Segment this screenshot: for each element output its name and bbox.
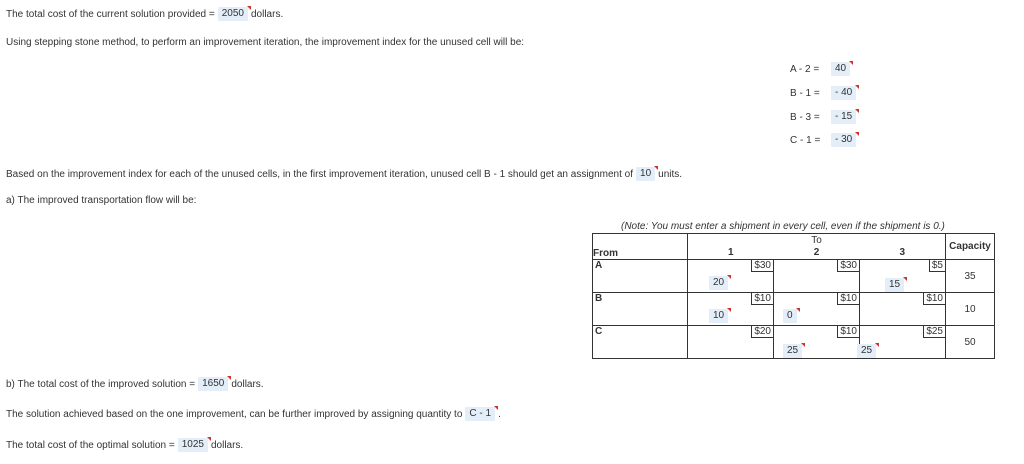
cell-cost: $10	[751, 293, 773, 305]
method-line	[6, 37, 524, 48]
cell-a3	[860, 260, 946, 293]
answer-marker-icon	[654, 166, 658, 170]
shipment-input[interactable]	[885, 278, 904, 292]
answer-marker-icon	[855, 109, 859, 113]
answer-marker-icon	[727, 308, 731, 312]
assignment-unit: units.	[658, 168, 683, 180]
index-answer[interactable]	[831, 62, 850, 76]
improved-cost-unit: dollars.	[231, 378, 264, 390]
shipment-value: 0	[787, 310, 793, 321]
capacity-header-label: Capacity	[949, 241, 991, 252]
further-improvement-value: C - 1	[469, 408, 492, 419]
shipment-value: 25	[861, 345, 873, 356]
index-value: - 15	[835, 111, 853, 122]
index-row-b3	[790, 110, 859, 124]
index-row-b1	[790, 86, 859, 100]
to-header	[688, 234, 946, 247]
improved-cost-value: 1650	[202, 378, 225, 389]
cell-a1	[688, 260, 774, 293]
answer-marker-icon	[875, 343, 879, 347]
cell-cost: $25	[923, 326, 945, 338]
further-improvement-line	[6, 407, 501, 421]
assignment-answer[interactable]	[636, 167, 655, 181]
further-improvement-answer[interactable]	[465, 407, 495, 421]
index-answer[interactable]	[831, 110, 856, 124]
further-improvement-end: .	[498, 408, 501, 420]
shipment-input[interactable]	[709, 276, 728, 290]
cell-cost: $10	[837, 293, 859, 305]
cell-a2	[774, 260, 860, 293]
index-label: A - 2 =	[790, 63, 820, 75]
cell-cost: $30	[751, 260, 773, 272]
optimal-cost-text: The total cost of the optimal solution =	[6, 439, 175, 451]
index-row-a2	[790, 62, 853, 76]
shipment-value: 10	[713, 310, 725, 321]
shipment-input[interactable]	[857, 344, 876, 358]
answer-marker-icon	[849, 61, 853, 65]
current-cost-text: The total cost of the current solution provided =	[6, 8, 215, 20]
column-header-label: 3	[899, 247, 906, 258]
index-label: C - 1 =	[790, 134, 821, 146]
index-label: B - 3 =	[790, 111, 820, 123]
cell-cost: $20	[751, 326, 773, 338]
cell-c2	[774, 326, 860, 359]
current-cost-line	[6, 7, 283, 21]
capacity-header	[946, 234, 995, 260]
assignment-text: Based on the improvement index for each of the unused cells, in the first improvement iteration, unused cell B - 1 should get an assignment of	[6, 168, 634, 180]
shipment-input[interactable]	[709, 309, 728, 323]
further-improvement-text: The solution achieved based on the one improvement, can be further improved by assigning quantity to	[6, 408, 463, 420]
transportation-table	[592, 233, 995, 359]
assignment-value: 10	[640, 168, 652, 179]
answer-marker-icon	[855, 85, 859, 89]
table-row	[593, 293, 995, 326]
index-value: 40	[835, 63, 847, 74]
improved-cost-text: b) The total cost of the improved solution =	[6, 378, 196, 390]
cell-cost: $10	[923, 293, 945, 305]
answer-marker-icon	[207, 437, 211, 441]
shipment-value: 20	[713, 277, 725, 288]
cell-c1	[688, 326, 774, 359]
part-a-line	[6, 195, 196, 206]
answer-marker-icon	[903, 277, 907, 281]
current-cost-value: 2050	[221, 8, 244, 19]
optimal-cost-line	[6, 438, 243, 452]
from-header-label: From	[593, 248, 618, 259]
row-label-b: B	[593, 293, 688, 326]
table-note: (Note: You must enter a shipment in every cell, even if the shipment is 0.)	[621, 221, 945, 232]
index-value: - 40	[835, 87, 853, 98]
improved-cost-line	[6, 377, 264, 391]
row-label-c: C	[593, 326, 688, 359]
optimal-cost-unit: dollars.	[210, 439, 244, 451]
index-value: - 30	[835, 134, 853, 145]
answer-marker-icon	[855, 132, 859, 136]
current-cost-unit: dollars.	[250, 8, 284, 20]
cell-b3	[860, 293, 946, 326]
answer-marker-icon	[494, 406, 498, 410]
current-cost-answer[interactable]	[218, 7, 248, 21]
answer-marker-icon	[227, 376, 231, 380]
cell-cost: $30	[837, 260, 859, 272]
column-header-1	[688, 246, 774, 260]
assignment-line	[6, 167, 682, 181]
shipment-value: 25	[787, 345, 799, 356]
answer-marker-icon	[727, 275, 731, 279]
cell-cost: $10	[837, 326, 859, 338]
from-header	[593, 234, 688, 260]
part-a-text: a) The improved transportation flow will be:	[6, 195, 197, 206]
shipment-input[interactable]	[783, 344, 802, 358]
cell-cost: $5	[929, 260, 945, 272]
to-header-label: To	[811, 234, 822, 246]
optimal-cost-value: 1025	[181, 439, 204, 450]
cell-b1	[688, 293, 774, 326]
optimal-cost-answer[interactable]	[178, 438, 208, 452]
table-row	[593, 326, 995, 359]
cell-c3	[860, 326, 946, 359]
column-header-3	[860, 246, 946, 260]
answer-marker-icon	[801, 343, 805, 347]
answer-marker-icon	[796, 308, 800, 312]
capacity-c: 50	[946, 326, 995, 359]
cell-b2	[774, 293, 860, 326]
index-answer[interactable]	[831, 133, 856, 147]
column-header-2	[774, 246, 860, 260]
table-row	[593, 260, 995, 293]
column-header-label: 2	[813, 247, 820, 258]
shipment-value: 15	[889, 279, 901, 290]
shipment-input[interactable]	[783, 309, 797, 323]
index-row-c1	[790, 133, 859, 147]
answer-marker-icon	[247, 6, 251, 10]
column-header-label: 1	[727, 247, 734, 258]
improved-cost-answer[interactable]	[198, 377, 228, 391]
index-label: B - 1 =	[790, 87, 820, 99]
index-answer[interactable]	[831, 86, 856, 100]
capacity-b: 10	[946, 293, 995, 326]
capacity-a: 35	[946, 260, 995, 293]
method-text: Using stepping stone method, to perform an improvement iteration, the improvement index for the unused cell will be:	[6, 37, 525, 48]
row-label-a: A	[593, 260, 688, 293]
